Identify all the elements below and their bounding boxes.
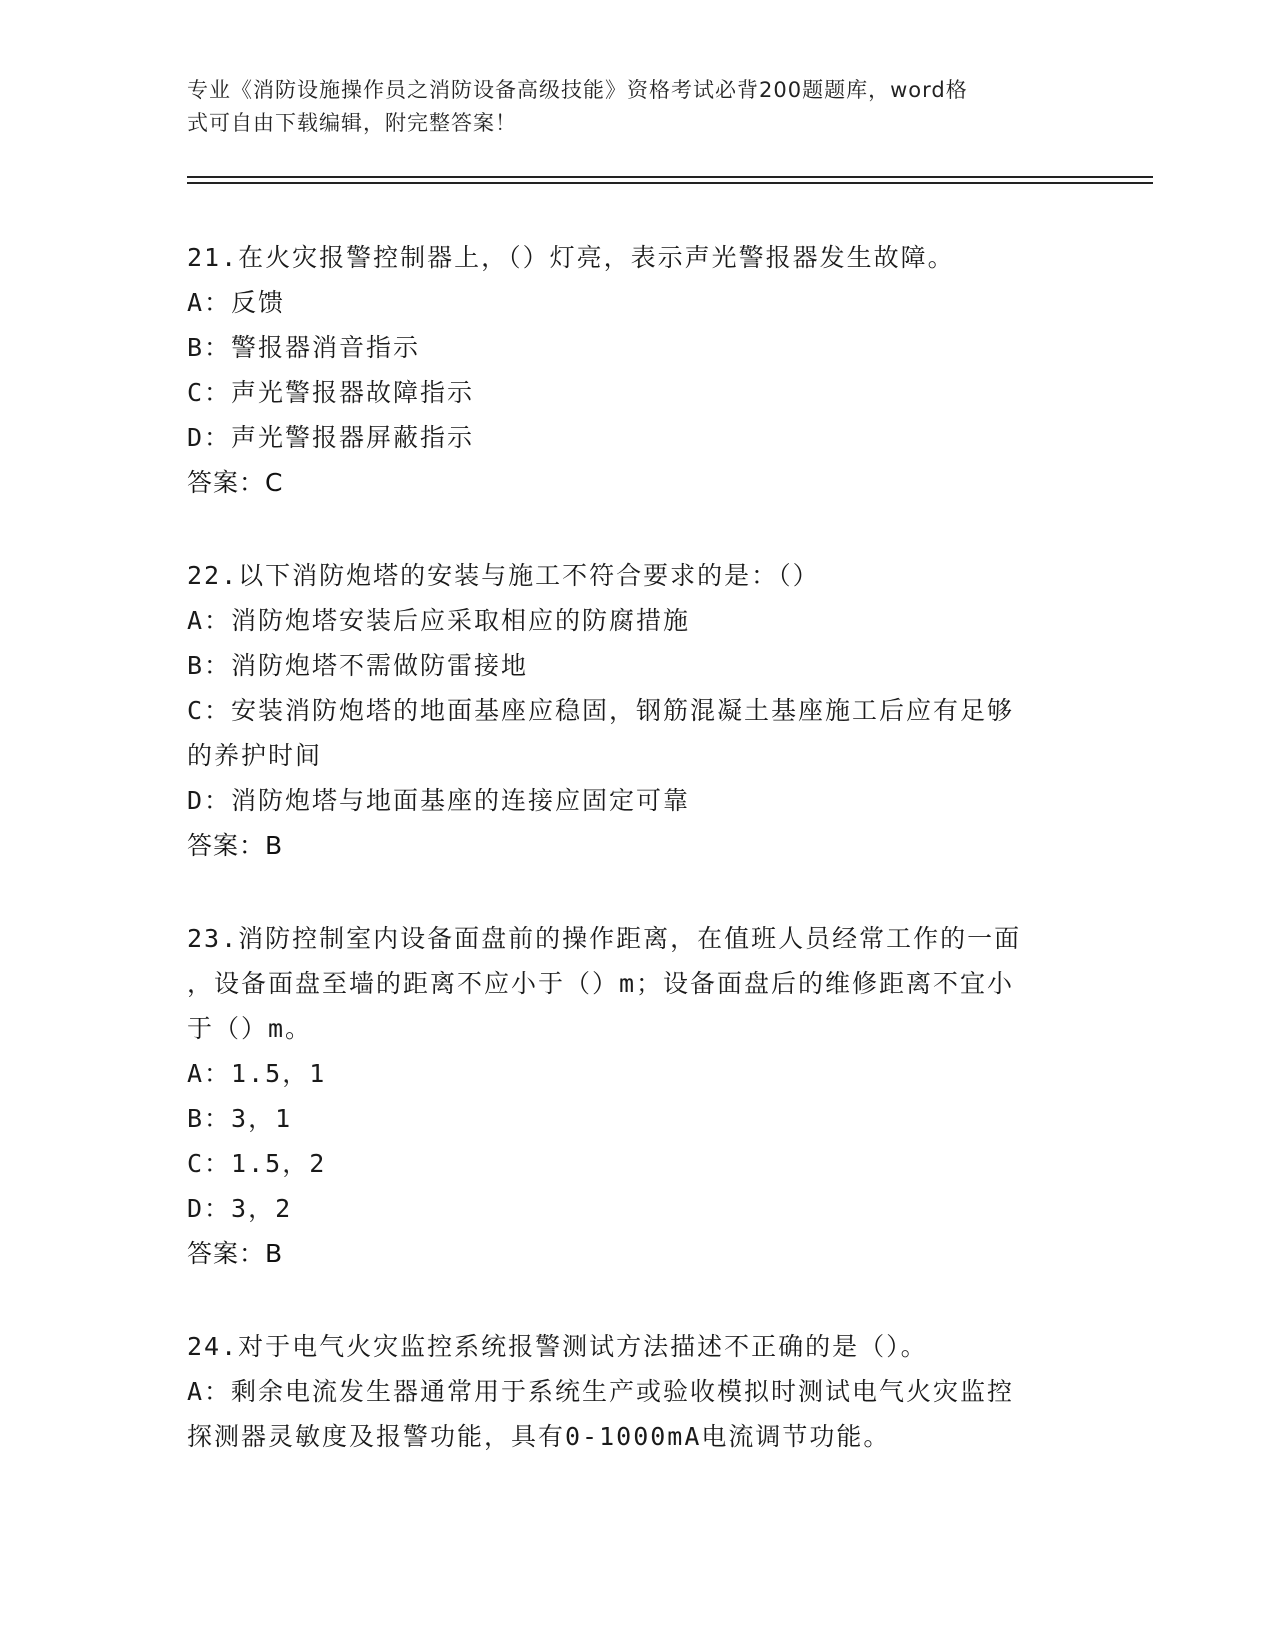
question-stem: 24.对于电气火灾监控系统报警测试方法描述不正确的是（）。 bbox=[187, 1332, 928, 1361]
answer-label: 答案：B bbox=[187, 831, 284, 860]
option-d: D：3，2 bbox=[187, 1194, 293, 1223]
answer-label: 答案：C bbox=[187, 468, 284, 497]
header-divider-bottom bbox=[187, 182, 1153, 184]
option-b: B：3，1 bbox=[187, 1104, 293, 1133]
option-a: A：1.5，1 bbox=[187, 1059, 327, 1088]
question-stem: 21.在火灾报警控制器上，（）灯亮，表示声光警报器发生故障。 bbox=[187, 243, 955, 272]
option-c: C：安装消防炮塔的地面基座应稳固，钢筋混凝土基座施工后应有足够 bbox=[187, 696, 1015, 725]
header-divider-top bbox=[187, 176, 1153, 178]
option-b: B：消防炮塔不需做防雷接地 bbox=[187, 651, 529, 680]
question-24 bbox=[187, 1324, 1067, 1459]
question-stem: 23.消防控制室内设备面盘前的操作距离，在值班人员经常工作的一面 bbox=[187, 924, 1022, 953]
option-c-continued: 的养护时间 bbox=[187, 741, 323, 770]
option-d: D：声光警报器屏蔽指示 bbox=[187, 423, 475, 452]
question-22 bbox=[187, 553, 1067, 868]
header-line-1: 专业《消防设施操作员之消防设备高级技能》资格考试必背200题题库，word格 bbox=[187, 78, 968, 102]
question-stem-continued: ，设备面盘至墙的距离不应小于（）m；设备面盘后的维修距离不宜小 bbox=[187, 969, 1015, 998]
option-a: A：反馈 bbox=[187, 288, 286, 317]
document-header bbox=[187, 74, 1067, 140]
option-a: A：消防炮塔安装后应采取相应的防腐措施 bbox=[187, 606, 691, 635]
header-line-2: 式可自由下载编辑，附完整答案！ bbox=[187, 111, 517, 135]
option-b: B：警报器消音指示 bbox=[187, 333, 421, 362]
answer-label: 答案：B bbox=[187, 1239, 284, 1268]
option-c: C：1.5，2 bbox=[187, 1149, 327, 1178]
option-d: D：消防炮塔与地面基座的连接应固定可靠 bbox=[187, 786, 691, 815]
option-a-continued: 探测器灵敏度及报警功能，具有0-1000mA电流调节功能。 bbox=[187, 1422, 891, 1451]
question-stem: 22.以下消防炮塔的安装与施工不符合要求的是：（） bbox=[187, 561, 820, 590]
question-stem-continued: 于（）m。 bbox=[187, 1014, 313, 1043]
option-a: A：剩余电流发生器通常用于系统生产或验收模拟时测试电气火灾监控 bbox=[187, 1377, 1015, 1406]
option-c: C：声光警报器故障指示 bbox=[187, 378, 475, 407]
question-21 bbox=[187, 235, 1067, 505]
question-23 bbox=[187, 916, 1067, 1276]
